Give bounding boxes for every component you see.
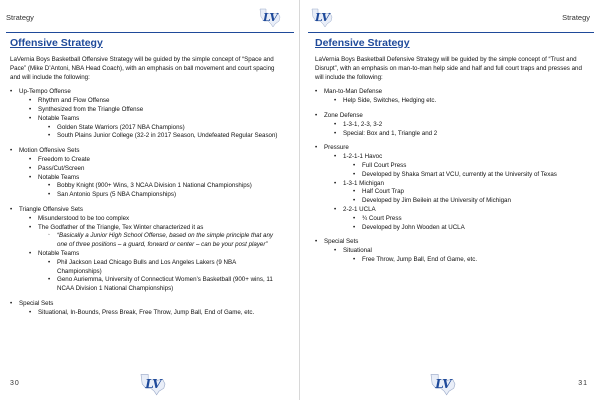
header-rule xyxy=(308,32,594,33)
list-item xyxy=(29,106,282,115)
list-item xyxy=(334,180,587,206)
item-label: Misunderstood to be too complex xyxy=(38,214,130,222)
intro-paragraph: LaVernia Boys Basketball Defensive Strategy will be guided by the simple concept of “Trust and Disrupt”, with an emphasis on man-to-man help side and half and full court traps and presses and will include the following: xyxy=(315,56,582,81)
texas-lv-logo-icon xyxy=(138,372,168,396)
item-label: Pass/Cut/Screen xyxy=(38,164,85,172)
page-title: Defensive Strategy xyxy=(315,37,410,49)
texas-lv-logo-icon xyxy=(310,6,334,28)
section-label: Special Sets xyxy=(19,299,54,307)
list-item xyxy=(10,147,282,200)
page-body xyxy=(315,37,587,271)
item-label: Golden State Warriors (2017 NBA Champions) xyxy=(57,123,185,131)
item-label: Phil Jackson Lead Chicago Bulls and Los Angeles Lakers (9 NBA Championships) xyxy=(57,258,236,275)
list-item xyxy=(353,171,587,180)
item-label: Help Side, Switches, Hedging etc. xyxy=(343,97,437,105)
section-label: Pressure xyxy=(324,144,349,152)
page-number: 31 xyxy=(578,380,588,387)
svg-text:LV: LV xyxy=(435,377,452,392)
list-item xyxy=(353,162,587,171)
list-item xyxy=(334,206,587,232)
item-label: 1-3-1 Michigan xyxy=(343,179,384,187)
item-label: 1-3-1, 2-3, 3-2 xyxy=(343,120,383,128)
svg-text:LV: LV xyxy=(263,11,278,24)
page-body xyxy=(10,37,282,324)
list-item xyxy=(29,115,282,141)
list-item xyxy=(48,191,282,200)
outline-list xyxy=(315,88,587,264)
right-page xyxy=(300,0,600,400)
item-label: Synthesized from the Triangle Offense xyxy=(38,105,144,113)
item-label: Developed by Jim Beilein at the University of Michigan xyxy=(362,197,511,205)
list-item xyxy=(48,124,282,133)
item-label: Situational, In-Bounds, Press Break, Free Throw, Jump Ball, End of Game, etc. xyxy=(38,308,255,316)
item-label: Half Court Trap xyxy=(362,188,404,196)
outline-list xyxy=(10,88,282,317)
svg-text:LV: LV xyxy=(145,377,162,392)
texas-lv-logo-icon xyxy=(428,372,458,396)
list-item xyxy=(48,259,282,277)
running-head: Strategy xyxy=(6,13,34,22)
item-label: Developed by Shaka Smart at VCU, currently at the University of Texas xyxy=(362,170,557,178)
list-item xyxy=(334,247,587,265)
item-label: Notable Teams xyxy=(38,173,80,181)
list-item xyxy=(353,224,587,233)
item-label: Freedom to Create xyxy=(38,155,90,163)
list-item xyxy=(48,182,282,191)
list-item xyxy=(29,309,282,318)
list-item xyxy=(315,112,587,138)
list-item xyxy=(315,144,587,232)
quote-text: “Basically a Junior High School Offense, based on the simple principle that any one of three positions – a guard, forward or center – can be your post player” xyxy=(57,232,273,249)
running-head: Strategy xyxy=(562,13,590,22)
item-label: The Godfather of the Triangle, Tex Winter characterized it as xyxy=(38,223,204,231)
list-item xyxy=(353,197,587,206)
list-item xyxy=(48,232,282,250)
item-label: Free Throw, Jump Ball, End of Game, etc. xyxy=(362,255,478,263)
list-item xyxy=(48,276,282,294)
list-item xyxy=(10,88,282,141)
page-title: Offensive Strategy xyxy=(10,37,103,49)
list-item xyxy=(10,300,282,318)
section-label: Triangle Offensive Sets xyxy=(19,205,83,213)
list-item xyxy=(48,132,282,141)
item-label: Bobby Knight (900+ Wins, 3 NCAA Division 1 National Championships) xyxy=(57,182,252,190)
page-number: 30 xyxy=(10,380,20,387)
list-item xyxy=(353,215,587,224)
item-label: Full Court Press xyxy=(362,161,407,169)
list-item xyxy=(29,215,282,224)
list-item xyxy=(315,238,587,264)
list-item xyxy=(10,206,282,294)
list-item xyxy=(29,224,282,250)
intro-paragraph: LaVernia Boys Basketball Offensive Strategy will be guided by the simple concept of “Space and Pace” (Mike D’Antoni, NBA Head Coach), with an emphasis on ball movement and court spacing and will include the following: xyxy=(10,56,275,81)
item-label: Special: Box and 1, Triangle and 2 xyxy=(343,129,438,137)
list-item xyxy=(29,97,282,106)
item-label: Notable Teams xyxy=(38,249,80,257)
list-item xyxy=(353,256,587,265)
item-label: 1-2-1-1 Havoc xyxy=(343,153,383,161)
section-label: Special Sets xyxy=(324,238,359,246)
item-label: South Plains Junior College (32-2 in 2017 Season, Undefeated Regular Season) xyxy=(57,132,278,140)
list-item xyxy=(334,130,587,139)
section-label: Up-Tempo Offense xyxy=(19,88,71,96)
list-item xyxy=(29,165,282,174)
item-label: Situational xyxy=(343,247,372,255)
item-label: 2-2-1 UCLA xyxy=(343,205,376,213)
list-item xyxy=(29,250,282,294)
item-label: Geno Auriemma, University of Connecticut Women’s Basketball (900+ wins, 11 NCAA Division 1 National Championships) xyxy=(57,276,273,293)
list-item xyxy=(353,188,587,197)
section-label: Man-to-Man Defense xyxy=(324,88,383,96)
item-label: Rhythm and Flow Offense xyxy=(38,97,110,105)
section-label: Zone Defense xyxy=(324,111,363,119)
item-label: San Antonio Spurs (5 NBA Championships) xyxy=(57,191,177,199)
list-item xyxy=(334,121,587,130)
list-item xyxy=(334,153,587,179)
list-item xyxy=(315,88,587,106)
texas-lv-logo-icon xyxy=(258,6,282,28)
section-label: Motion Offensive Sets xyxy=(19,147,80,155)
list-item xyxy=(29,174,282,200)
list-item xyxy=(29,156,282,165)
svg-text:LV: LV xyxy=(315,11,330,24)
item-label: Developed by John Wooden at UCLA xyxy=(362,223,465,231)
header-rule xyxy=(6,32,294,33)
item-label: ¾ Court Press xyxy=(362,214,402,222)
item-label: Notable Teams xyxy=(38,114,80,122)
list-item xyxy=(334,97,587,106)
